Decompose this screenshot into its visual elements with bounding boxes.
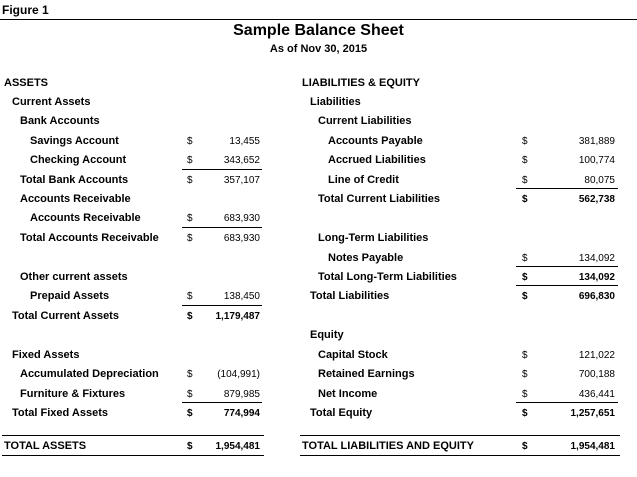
liabilities-row-label: Current Liabilities [318, 115, 412, 127]
liabilities-row-currency: $ [522, 408, 528, 419]
assets-row-label: Total Bank Accounts [20, 174, 129, 186]
assets-row-label: Savings Account [30, 135, 119, 147]
assets-row-value: 13,455 [229, 136, 260, 147]
assets-row-value: 879,985 [223, 389, 260, 400]
total-assets-currency: $ [187, 441, 193, 452]
assets-row-label: Furniture & Fixtures [20, 388, 126, 400]
assets-row-value: 138,450 [223, 291, 260, 302]
subtotal-rule [516, 402, 618, 403]
assets-row-label: Bank Accounts [20, 115, 100, 127]
total-assets-label: TOTAL ASSETS [4, 440, 87, 452]
assets-row-label: Prepaid Assets [30, 290, 110, 302]
liabilities-row-label: Equity [310, 329, 344, 341]
total-liabilities-equity-value: 1,954,481 [570, 441, 615, 452]
liabilities-row-label: Accrued Liabilities [328, 154, 426, 166]
liabilities-row-currency: $ [522, 272, 528, 283]
assets-row-currency: $ [187, 369, 193, 380]
assets-row-label: Total Fixed Assets [12, 407, 108, 419]
liabilities-row-label: Notes Payable [328, 252, 404, 264]
total-rule-top [300, 435, 620, 436]
assets-row-value: 683,930 [223, 233, 260, 244]
liabilities-row-value: 134,092 [578, 253, 615, 264]
liabilities-row-currency: $ [522, 136, 528, 147]
assets-row-label: Total Accounts Receivable [20, 232, 159, 244]
liabilities-row-label: Total Liabilities [310, 290, 390, 302]
liabilities-row-value: 381,889 [578, 136, 615, 147]
assets-row-currency: $ [187, 175, 193, 186]
liabilities-header: LIABILITIES & EQUITY [302, 77, 420, 89]
subtotal-rule [182, 227, 262, 228]
liabilities-row-label: Accounts Payable [328, 135, 423, 147]
assets-row-value: 343,652 [223, 155, 260, 166]
assets-row-currency: $ [187, 311, 193, 322]
liabilities-row-currency: $ [522, 350, 528, 361]
liabilities-row-value: 100,774 [578, 155, 615, 166]
figure-label: Figure 1 [2, 3, 49, 17]
total-rule-bottom [300, 455, 620, 456]
liabilities-row-label: Retained Earnings [318, 368, 415, 380]
assets-row-label: Accounts Receivable [30, 212, 141, 224]
liabilities-row-value: 696,830 [578, 291, 615, 302]
subtotal-rule [182, 169, 262, 170]
assets-row-currency: $ [187, 291, 193, 302]
subtotal-rule [516, 285, 618, 286]
liabilities-row-label: Liabilities [310, 96, 361, 108]
assets-row-currency: $ [187, 233, 193, 244]
subtotal-rule [182, 305, 262, 306]
liabilities-row-currency: $ [522, 194, 528, 205]
liabilities-row-currency: $ [522, 253, 528, 264]
liabilities-row-label: Line of Credit [328, 174, 399, 186]
liabilities-row-value: 1,257,651 [570, 408, 615, 419]
top-divider [0, 19, 637, 20]
subtotal-rule [516, 188, 618, 189]
assets-row-label: Accumulated Depreciation [20, 368, 159, 380]
assets-row-currency: $ [187, 408, 193, 419]
liabilities-row-value: 700,188 [578, 369, 615, 380]
assets-row-label: Other current assets [20, 271, 128, 283]
sheet-title: Sample Balance Sheet [233, 22, 404, 39]
liabilities-row-label: Long-Term Liabilities [318, 232, 429, 244]
liabilities-row-currency: $ [522, 155, 528, 166]
assets-row-value: 1,179,487 [215, 311, 260, 322]
liabilities-row-currency: $ [522, 175, 528, 186]
liabilities-row-label: Total Current Liabilities [318, 193, 441, 205]
assets-row-label: Current Assets [12, 96, 91, 108]
subtotal-rule [516, 266, 618, 267]
liabilities-row-label: Capital Stock [318, 349, 388, 361]
liabilities-row-value: 121,022 [578, 350, 615, 361]
liabilities-row-currency: $ [522, 389, 528, 400]
total-assets-value: 1,954,481 [215, 441, 260, 452]
assets-row-value: (104,991) [217, 369, 260, 380]
total-liabilities-equity-currency: $ [522, 441, 528, 452]
assets-row-currency: $ [187, 136, 193, 147]
liabilities-row-value: 134,092 [578, 272, 615, 283]
assets-row-currency: $ [187, 155, 193, 166]
liabilities-row-label: Total Long-Term Liabilities [318, 271, 457, 283]
assets-row-value: 774,994 [223, 408, 260, 419]
assets-row-label: Checking Account [30, 154, 127, 166]
assets-row-label: Fixed Assets [12, 349, 80, 361]
sheet-subtitle: As of Nov 30, 2015 [269, 43, 368, 55]
assets-row-currency: $ [187, 389, 193, 400]
liabilities-row-label: Net Income [318, 388, 378, 400]
assets-row-label: Accounts Receivable [20, 193, 131, 205]
liabilities-row-label: Total Equity [310, 407, 373, 419]
total-liabilities-equity-label: TOTAL LIABILITIES AND EQUITY [302, 440, 474, 452]
liabilities-row-value: 80,075 [584, 175, 615, 186]
liabilities-row-value: 436,441 [578, 389, 615, 400]
assets-header: ASSETS [4, 77, 49, 89]
total-rule-top [2, 435, 264, 436]
subtotal-rule [182, 402, 262, 403]
liabilities-row-value: 562,738 [578, 194, 615, 205]
assets-row-value: 357,107 [223, 175, 260, 186]
assets-row-label: Total Current Assets [12, 310, 119, 322]
total-rule-bottom [2, 455, 264, 456]
assets-row-value: 683,930 [223, 213, 260, 224]
liabilities-row-currency: $ [522, 291, 528, 302]
liabilities-row-currency: $ [522, 369, 528, 380]
assets-row-currency: $ [187, 213, 193, 224]
